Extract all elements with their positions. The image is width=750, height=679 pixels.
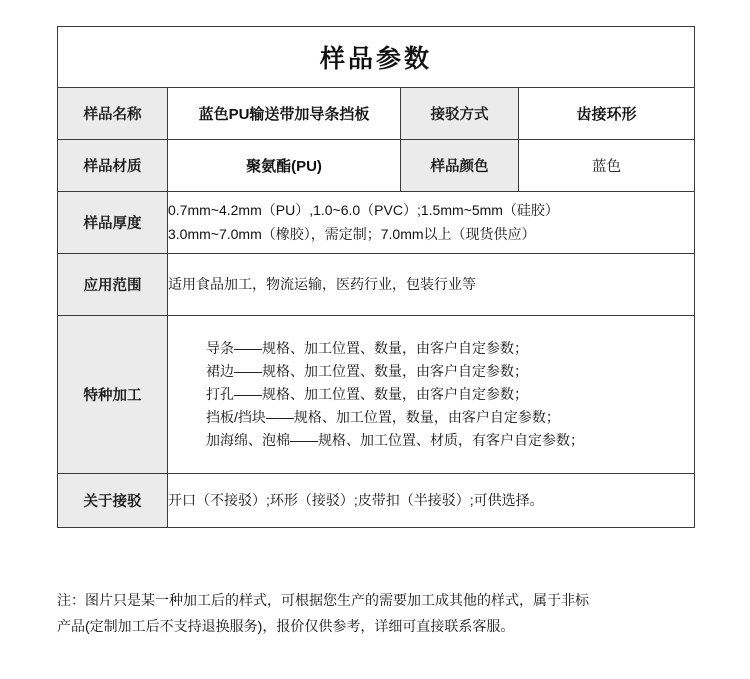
label-material: 样品材质 bbox=[58, 140, 168, 192]
value-joint-method: 齿接环形 bbox=[519, 88, 695, 140]
label-about-joint: 关于接驳 bbox=[58, 474, 168, 528]
spec-table bbox=[57, 26, 695, 528]
table-row-about-joint bbox=[58, 474, 695, 528]
value-special-processing bbox=[168, 316, 695, 474]
label-thickness: 样品厚度 bbox=[58, 192, 168, 254]
table-row-thickness bbox=[58, 192, 695, 254]
label-sample-name: 样品名称 bbox=[58, 88, 168, 140]
special-line-2: 裙边——规格、加工位置、数量，由客户自定参数； bbox=[206, 362, 528, 379]
footer-note bbox=[57, 588, 697, 640]
special-line-4: 挡板/挡块——规格、加工位置，数量，由客户自定参数； bbox=[206, 409, 560, 426]
table-row-special-processing bbox=[58, 316, 695, 474]
special-line-1: 导条——规格、加工位置、数量，由客户自定参数； bbox=[206, 339, 528, 356]
special-line-3: 打孔——规格、加工位置、数量，由客户自定参数； bbox=[206, 385, 528, 402]
value-about-joint: 开口（不接驳）;环形（接驳）;皮带扣（半接驳）;可供选择。 bbox=[168, 474, 695, 528]
label-application: 应用范围 bbox=[58, 254, 168, 316]
spec-table-wrapper bbox=[57, 26, 694, 528]
thickness-line-1: 0.7mm~4.2mm（PU）,1.0~6.0（PVC）;1.5mm~5mm（硅胶） bbox=[168, 202, 559, 219]
value-thickness bbox=[168, 192, 695, 254]
value-sample-name: 蓝色PU输送带加导条挡板 bbox=[168, 88, 401, 140]
label-color: 样品颜色 bbox=[401, 140, 519, 192]
label-special-processing: 特种加工 bbox=[58, 316, 168, 474]
page-title: 样品参数 bbox=[58, 27, 695, 88]
thickness-line-2: 3.0mm~7.0mm（橡胶），需定制；7.0mm以上（现货供应） bbox=[168, 225, 536, 242]
value-material: 聚氨酯(PU) bbox=[168, 140, 401, 192]
table-row-title bbox=[58, 27, 695, 88]
footer-note-line-1: 注：图片只是某一种加工后的样式，可根据您生产的需要加工成其他的样式，属于非标 bbox=[57, 592, 589, 608]
table-row-material bbox=[58, 140, 695, 192]
value-color: 蓝色 bbox=[519, 140, 695, 192]
table-row-sample-name bbox=[58, 88, 695, 140]
special-line-5: 加海绵、泡棉——规格、加工位置、材质，有客户自定参数； bbox=[206, 432, 584, 449]
footer-note-line-2: 产品(定制加工后不支持退换服务)，报价仅供参考，详细可直接联系客服。 bbox=[57, 617, 515, 634]
table-row-application bbox=[58, 254, 695, 316]
label-joint-method: 接驳方式 bbox=[401, 88, 519, 140]
value-application: 适用食品加工，物流运输，医药行业，包装行业等 bbox=[168, 254, 695, 316]
